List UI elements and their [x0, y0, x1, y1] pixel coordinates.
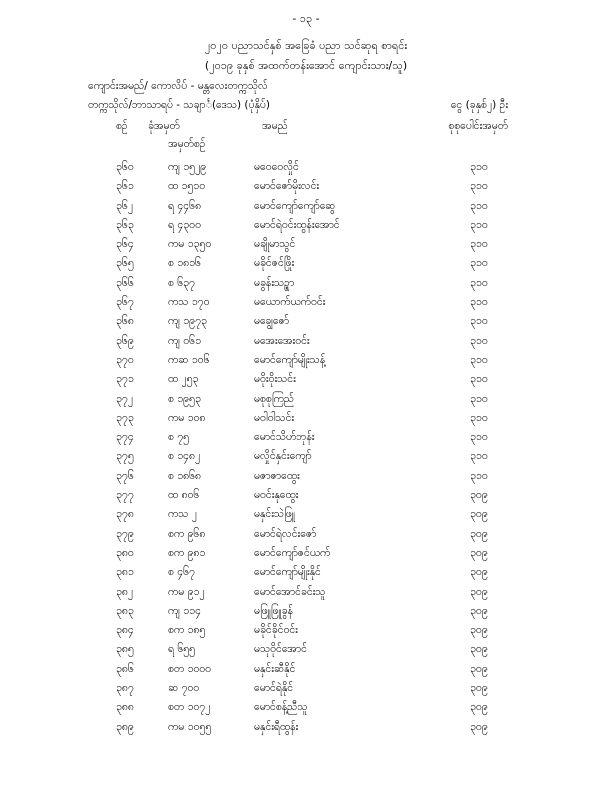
roll-number: ထ ၁၅၁၀ [168, 180, 206, 193]
total-marks: ၃၁၀ [470, 411, 488, 424]
total-marks: ၃၁၀ [470, 180, 488, 193]
student-name: မနှင်းသဲဖြူ [254, 508, 295, 521]
row-number: ၃၆၀ [116, 161, 134, 173]
table-row [0, 505, 612, 524]
total-marks: ၃၀၉ [470, 489, 488, 502]
row-number: ၃၈၀ [116, 546, 134, 559]
total-marks: ၃၁၀ [470, 199, 488, 212]
row-number: ၃၆၈ [116, 315, 134, 328]
document-subtitle: (၂၀၁၉ ခုနှစ် အထက်တန်းအောင် ကျောင်းသား/သူ) [204, 59, 408, 72]
student-name: မခိုင်ဇင်ဖြိုး [254, 257, 295, 270]
row-number: ၃၈၃ [116, 604, 134, 617]
table-row [0, 640, 612, 659]
table-row [0, 698, 612, 717]
row-number: ၃၆၆ [116, 276, 134, 289]
student-name: မဝိုးဝိုးသင်း [254, 373, 296, 386]
table-row [0, 274, 612, 293]
subject-label: တက္ကသိုလ်/ဘာသာရပ် - သချာင်္(ဒေသ) (ပုံနှိပ်) [88, 99, 271, 111]
row-number: ၃၆၉ [116, 334, 134, 347]
student-name: မဝင်းနုထွေး [254, 489, 299, 502]
roll-number: ကျ ၁၅၂၉ [168, 161, 207, 173]
student-name: မလှိုင်နှင်းကျော် [254, 450, 312, 463]
table-row [0, 235, 612, 254]
table-row [0, 467, 612, 486]
total-marks: ၃၀၉ [470, 566, 488, 579]
roll-number: ကမ ၁၀၅၅ [168, 720, 212, 733]
roll-number: စ ၁၈၁၆ [168, 257, 201, 270]
student-name: မဖြူဖြူခွန် [254, 604, 293, 617]
student-name: မချိုမာသွင် [254, 238, 296, 251]
student-name: မဝါဝါသင်း [254, 411, 295, 424]
roll-number: စက ၉၆၈ [168, 527, 206, 540]
roll-number: စက ၁၈၅ [168, 624, 206, 637]
row-number: ၃၆၄ [116, 238, 134, 251]
table-row [0, 525, 612, 544]
roll-number: ရ ၆၅၅ [168, 643, 196, 656]
table-row [0, 583, 612, 602]
table-row [0, 563, 612, 582]
row-number: ၃၈၂ [116, 585, 134, 598]
total-marks: ၃၁၀ [470, 161, 488, 173]
roll-number: စတ ၁၀၇၂ [168, 701, 211, 714]
student-name: မောင်စန့်ညီသူ [254, 701, 308, 714]
student-name: မနှင်းဆီနိုင် [254, 662, 296, 675]
table-row [0, 447, 612, 466]
total-marks: ၃၀၉ [470, 546, 488, 559]
row-number: ၃၈၇ [116, 682, 134, 695]
roll-number: စတ ၁၀၀၀ [168, 662, 212, 675]
row-number: ၃၆၃ [116, 218, 134, 231]
row-number: ၃၆၂ [116, 199, 133, 212]
roll-number: စ ၆၃၇ [168, 276, 195, 289]
count-label: ငွေ (ခုနှစ်၂) ဦး [450, 99, 508, 111]
row-number: ၃၇၀ [116, 353, 134, 366]
roll-number: ထ ၈၀၆ [168, 489, 200, 502]
row-number: ၃၇၇ [116, 489, 134, 502]
roll-number: စ ၁၄၈၂ [168, 450, 201, 463]
row-number: ၃၇၃ [116, 411, 134, 424]
student-name: မောင်ရဲနိုင် [254, 682, 294, 695]
student-name: မနှင်းရီထွန်း [254, 720, 299, 733]
column-header-no: စဉ် [116, 120, 128, 132]
total-marks: ၃၀၉ [470, 604, 488, 617]
table-row [0, 332, 612, 351]
total-marks: ၃၀၉ [470, 701, 488, 714]
row-number: ၃၇၅ [116, 450, 134, 463]
student-name: မောင်ကျော်မျိုးသန့် [254, 353, 326, 366]
roll-number: စ ၁၉၅၃ [168, 392, 201, 405]
roll-number: ကမ ၉၁၂ [168, 585, 205, 598]
total-marks: ၃၀၉ [470, 682, 488, 695]
roll-number: စ ၇၅ [168, 431, 190, 444]
student-name: မောင်ရဲဝင်းထွန်းအောင် [254, 218, 340, 231]
total-marks: ၃၁၀ [470, 431, 488, 444]
total-marks: ၃၀၉ [470, 662, 488, 675]
table-row [0, 351, 612, 370]
table-row [0, 293, 612, 312]
total-marks: ၃၁၀ [470, 296, 488, 309]
row-number: ၃၇၄ [116, 431, 134, 444]
column-header-marks: စုစုပေါင်းအမှတ် [448, 120, 508, 132]
total-marks: ၃၁၀ [470, 373, 488, 386]
row-number: ၃၇၉ [116, 527, 134, 540]
total-marks: ၃၁၀ [470, 450, 488, 463]
student-name: မောင်ဇော်မိုးလင်း [254, 180, 320, 193]
roll-number: ကသ ၂ [168, 508, 197, 521]
school-label: ကျောင်းအမည်/ ကောလိပ် - မန္တလေးတက္ကသိုလ် [88, 80, 268, 92]
total-marks: ၃၁၀ [470, 334, 488, 347]
roll-number: ဆ ၇၀၀ [168, 682, 200, 695]
total-marks: ၃၁၀ [470, 276, 488, 289]
table-row [0, 254, 612, 273]
table-row [0, 486, 612, 505]
row-number: ၃၆၁ [116, 180, 134, 193]
table-row [0, 660, 612, 679]
table-row [0, 621, 612, 640]
results-table [0, 158, 612, 737]
student-name: မောင်ကျော်ဇင်ယက် [254, 546, 331, 559]
total-marks: ၃၁၀ [470, 469, 488, 482]
student-name: မစုစုကြည် [254, 392, 295, 405]
student-name: မခွန်းသဉ္စာ [254, 276, 295, 289]
student-name: မချွေဇော် [254, 315, 290, 328]
total-marks: ၃၀၉ [470, 508, 488, 521]
table-row [0, 718, 612, 737]
student-name: မယောက်ယက်ဝင်း [254, 296, 326, 309]
table-row [0, 679, 612, 698]
row-number: ၃၈၈ [116, 701, 134, 714]
table-row [0, 158, 612, 177]
column-header-roll-sub: အမှတ်စဉ် [168, 138, 206, 150]
total-marks: ၃၁၀ [470, 218, 488, 231]
row-number: ၃၈၉ [116, 720, 134, 733]
row-number: ၃၇၈ [116, 508, 134, 521]
roll-number: ကျ ၁၁၄ [168, 604, 201, 617]
total-marks: ၃၁၀ [470, 315, 488, 328]
table-row [0, 544, 612, 563]
total-marks: ၃၀၉ [470, 720, 488, 733]
student-name: မခိုင်ခိုင်ဝင်း [254, 624, 298, 637]
roll-number: ကျ ၀၆၁ [168, 334, 201, 347]
total-marks: ၃၀၉ [470, 624, 488, 637]
row-number: ၃၈၄ [116, 624, 134, 637]
page-number: - ၁၃ - [292, 12, 320, 25]
total-marks: ၃၁၀ [470, 238, 488, 251]
total-marks: ၃၀၉ [470, 527, 488, 540]
student-name: မောင်အောင်ခင်းသူ [254, 585, 326, 598]
roll-number: ကမ ၁၀၈ [168, 411, 206, 424]
total-marks: ၃၁၀ [470, 257, 488, 270]
roll-number: ရ ၄၄၆၈ [168, 199, 202, 212]
roll-number: ကျ ၁၉၇၃ [168, 315, 207, 328]
column-header-name: အမည် [262, 120, 288, 132]
roll-number: စက ၉၈၁ [168, 546, 206, 559]
student-name: မောင်ကျော်ကျော်ဆွေ [254, 199, 336, 212]
table-row [0, 216, 612, 235]
total-marks: ၃၀၉ [470, 643, 488, 656]
student-name: မောင်ကျော်မျိုးနိုင် [254, 566, 321, 579]
roll-number: ရ ၄၃၀၀ [168, 218, 201, 231]
document-title: ၂၀၂၀ ပညာသင်နှစ် အခြေခံ ပညာ သင်ဆုရ စာရင်း [204, 39, 408, 52]
row-number: ၃၇၂ [116, 392, 133, 405]
row-number: ၃၆၅ [116, 257, 134, 270]
roll-number: ထ ၂၅၃ [168, 373, 199, 386]
table-row [0, 197, 612, 216]
row-number: ၃၈၅ [116, 643, 134, 656]
roll-number: ကမ ၁၃၅၀ [168, 238, 212, 251]
row-number: ၃၈၁ [116, 566, 134, 579]
row-number: ၃၇၁ [116, 373, 134, 386]
table-row [0, 409, 612, 428]
total-marks: ၃၁၀ [470, 392, 488, 405]
roll-number: စ ၁၈၆၈ [168, 469, 202, 482]
column-header-roll: ခုံအမှတ် [148, 120, 180, 132]
table-row [0, 428, 612, 447]
student-name: မောင်ရဲလင်းဇော် [254, 527, 317, 540]
table-row [0, 390, 612, 409]
total-marks: ၃၀၉ [470, 585, 488, 598]
table-row [0, 602, 612, 621]
table-row [0, 370, 612, 389]
row-number: ၃၈၆ [116, 662, 134, 675]
roll-number: ကသ ၁၇၀ [168, 296, 210, 309]
table-row [0, 312, 612, 331]
student-name: မောင်သိဟ်ဘုန်း [254, 431, 315, 444]
student-name: မဝေဝေလှိုင် [254, 161, 299, 173]
row-number: ၃၇၆ [116, 469, 134, 482]
student-name: မဇာဇာထွေး [254, 469, 300, 482]
row-number: ၃၆၇ [116, 296, 134, 309]
student-name: မသုဝိုင်အောင် [254, 643, 307, 656]
total-marks: ၃၁၀ [470, 353, 488, 366]
student-name: မအေးအေးဝင်း [254, 334, 310, 347]
roll-number: ကဆ ၁၀၆ [168, 353, 210, 366]
table-row [0, 177, 612, 196]
roll-number: စ ၄၆၇ [168, 566, 195, 579]
